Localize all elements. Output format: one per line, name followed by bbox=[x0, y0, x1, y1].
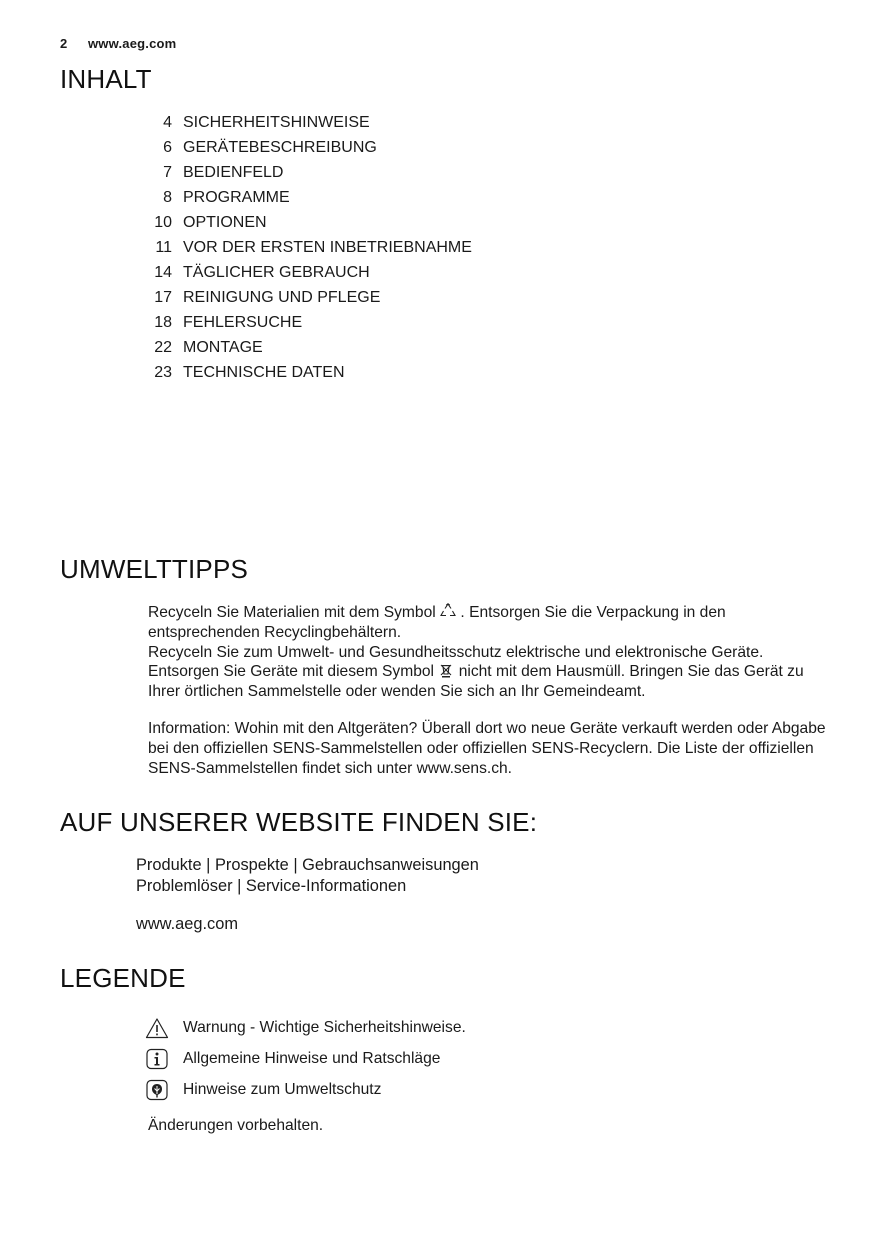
environment-heading: UMWELTTIPPS bbox=[60, 554, 249, 584]
toc-page-number: 4 bbox=[163, 114, 172, 131]
legend-heading: LEGENDE bbox=[60, 963, 186, 993]
warning-icon bbox=[145, 1017, 169, 1039]
toc-item[interactable] bbox=[140, 337, 640, 362]
legend-text: Warnung - Wichtige Sicherheitshinweise. bbox=[183, 1018, 466, 1036]
toc-page-number: 8 bbox=[163, 189, 172, 206]
toc-item[interactable] bbox=[140, 212, 640, 237]
toc-item[interactable] bbox=[140, 312, 640, 337]
toc-item[interactable] bbox=[140, 187, 640, 212]
legend-text: Allgemeine Hinweise und Ratschläge bbox=[183, 1049, 441, 1067]
toc-item[interactable] bbox=[140, 287, 640, 312]
disposal-paragraph: Entsorgen Sie Geräte mit diesem Symbol nicht mit dem Hausmüll. Bringen Sie das Gerät zu Ihrer örtlichen Sammelstelle oder wenden Sie sich an Ihr Gemeindeamt. bbox=[148, 663, 804, 701]
toc-heading: INHALT bbox=[60, 64, 152, 94]
environment-icon bbox=[145, 1079, 169, 1101]
toc-title: OPTIONEN bbox=[183, 214, 267, 231]
toc-page-number: 23 bbox=[154, 364, 172, 381]
toc-title: BEDIENFELD bbox=[183, 164, 284, 181]
toc-item[interactable] bbox=[140, 112, 640, 137]
crossed-bin-icon bbox=[438, 662, 454, 678]
environment-text bbox=[148, 603, 838, 778]
legend bbox=[145, 1012, 466, 1135]
legend-item bbox=[145, 1012, 466, 1043]
legend-item bbox=[145, 1074, 466, 1105]
toc-title: TECHNISCHE DATEN bbox=[183, 364, 345, 381]
toc-title: FEHLERSUCHE bbox=[183, 314, 303, 331]
toc-page-number: 11 bbox=[155, 239, 172, 256]
page-header bbox=[60, 36, 176, 51]
toc-item[interactable] bbox=[140, 262, 640, 287]
header-website[interactable]: www.aeg.com bbox=[88, 36, 177, 51]
toc-item[interactable] bbox=[140, 162, 640, 187]
toc-page-number: 17 bbox=[154, 289, 172, 306]
toc-page-number: 22 bbox=[154, 339, 172, 356]
toc-title: REINIGUNG UND PFLEGE bbox=[183, 289, 381, 306]
website-service-line: Problemlöser | Service-Informationen bbox=[136, 877, 407, 895]
toc-item[interactable] bbox=[140, 237, 640, 262]
legend-item bbox=[145, 1043, 466, 1074]
page-number: 2 bbox=[60, 36, 68, 51]
toc-item[interactable] bbox=[140, 137, 640, 162]
toc-page-number: 10 bbox=[154, 214, 172, 231]
toc-page-number: 18 bbox=[154, 314, 172, 331]
legend-text: Hinweise zum Umweltschutz bbox=[183, 1080, 382, 1098]
changes-note: Änderungen vorbehalten. bbox=[148, 1117, 324, 1134]
recycling-paragraph: Recyceln Sie Materialien mit dem Symbol . Entsorgen Sie die Verpackung in den entsprechenden Recyclingbehältern. bbox=[148, 604, 726, 641]
toc-title: MONTAGE bbox=[183, 339, 263, 356]
toc-title: TÄGLICHER GEBRAUCH bbox=[183, 264, 370, 281]
website-heading: AUF UNSERER WEBSITE FINDEN SIE: bbox=[60, 807, 538, 837]
toc-title: PROGRAMME bbox=[183, 189, 290, 206]
information-paragraph: Information: Wohin mit den Altgeräten? Überall dort wo neue Geräte verkauft werden oder Abgabe bei den offiziellen SENS-Sammelstellen oder offiziellen SENS-Recyclern. Die Liste der offiziellen SENS-Sammelstellen findet sich unter www.sens.ch. bbox=[148, 719, 826, 777]
website-info bbox=[136, 855, 479, 935]
toc-page-number: 6 bbox=[163, 139, 172, 156]
toc-title: GERÄTEBESCHREIBUNG bbox=[183, 139, 377, 156]
toc-page-number: 7 bbox=[163, 164, 172, 181]
toc-title: VOR DER ERSTEN INBETRIEBNAHME bbox=[183, 239, 472, 256]
recycle-icon bbox=[440, 603, 456, 619]
electronics-paragraph: Recyceln Sie zum Umwelt- und Gesundheitsschutz elektrische und elektronische Geräte. bbox=[148, 643, 764, 661]
website-products-line: Produkte | Prospekte | Gebrauchsanweisungen bbox=[136, 856, 479, 874]
table-of-contents bbox=[140, 112, 640, 387]
website-url-link[interactable]: www.aeg.com bbox=[136, 915, 239, 933]
toc-page-number: 14 bbox=[154, 264, 172, 281]
info-icon bbox=[145, 1048, 169, 1070]
toc-title: SICHERHEITSHINWEISE bbox=[183, 114, 370, 131]
toc-item[interactable] bbox=[140, 362, 640, 387]
